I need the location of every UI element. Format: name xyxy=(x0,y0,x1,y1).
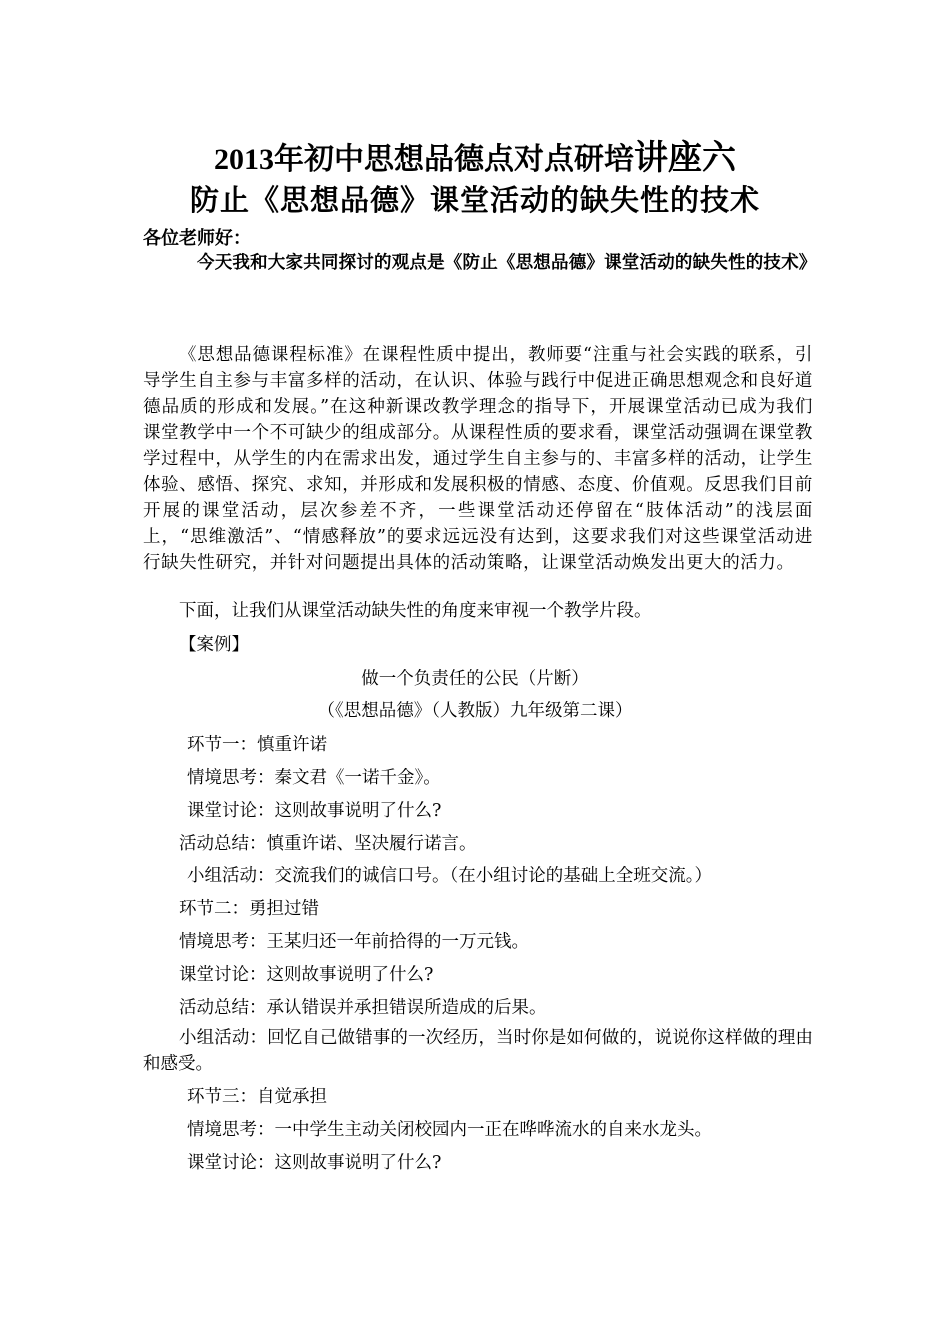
section-item: 情境思考：王某归还一年前拾得的一万元钱。 xyxy=(179,932,529,952)
section-item: 活动总结：慎重许诺、坚决履行诺言。 xyxy=(179,834,477,854)
section-heading-2: 环节二：勇担过错 xyxy=(179,899,319,919)
section-heading-3: 环节三：自觉承担 xyxy=(187,1087,327,1107)
title-suffix: 讲座六 xyxy=(634,140,736,177)
document-title xyxy=(0,130,950,179)
case-title: 做一个负责任的公民（片断） xyxy=(361,669,589,689)
section-item: 课堂讨论：这则故事说明了什么? xyxy=(179,965,434,985)
section-item: 课堂讨论：这则故事说明了什么? xyxy=(187,1153,442,1173)
section-item: 情境思考：一中学生主动关闭校园内一正在哗哗流水的自来水龙头。 xyxy=(187,1120,712,1140)
section-item: 小组活动：交流我们的诚信口号。（在小组讨论的基础上全班交流。） xyxy=(187,866,712,886)
title-main: 2013年初中思想品德点对点研培 xyxy=(214,143,634,176)
case-source: （《思想品德》（人教版）九年级第二课） xyxy=(317,701,633,721)
section-item: 课堂讨论：这则故事说明了什么? xyxy=(187,801,442,821)
greeting: 各位老师好： xyxy=(143,228,251,249)
document-subtitle: 防止《思想品德》课堂活动的缺失性的技术 xyxy=(189,183,760,217)
body-paragraph-1: 《思想品德课程标准》在课程性质中提出，教师要“注重与社会实践的联系，引导学生自主参与丰富多样的活动，在认识、体验与践行中促进正确思想观念和良好道德品质的形成和发展。”在这种新课改教学理念的指导下，开展课堂活动已成为我们课堂教学中一个不可缺少的组成部分。从课程性质的要求看，课堂活动强调在课堂教学过程中，从学生的内在需求出发，通过学生自主参与的、丰富多样的活动，让学生体验、感悟、探究、求知，并形成和发展积极的情感、态度、价值观。反思我们目前开展的课堂活动，层次参差不齐，一些课堂活动还停留在“肢体活动”的浅层面上，“思维激活”、“情感释放”的要求远远没有达到，这要求我们对这些课堂活动进行缺失性研究，并针对问题提出具体的活动策略，让课堂活动焕发出更大的活力。 xyxy=(143,345,813,573)
intro-paragraph: 今天我和大家共同探讨的观点是《防止《思想品德》课堂活动的缺失性的技术》 xyxy=(197,253,817,273)
section-item: 活动总结：承认错误并承担错误所造成的后果。 xyxy=(179,998,547,1018)
section-item: 情境思考：秦文君《一诺千金》。 xyxy=(187,768,441,788)
case-label: 【案例】 xyxy=(179,635,249,655)
section-heading-1: 环节一：慎重许诺 xyxy=(187,735,327,755)
body-paragraph-2: 下面，让我们从课堂活动缺失性的角度来审视一个教学片段。 xyxy=(179,601,652,621)
section-item: 小组活动：回忆自己做错事的一次经历，当时你是如何做的，说说你这样做的理由和感受。 xyxy=(143,1028,813,1074)
